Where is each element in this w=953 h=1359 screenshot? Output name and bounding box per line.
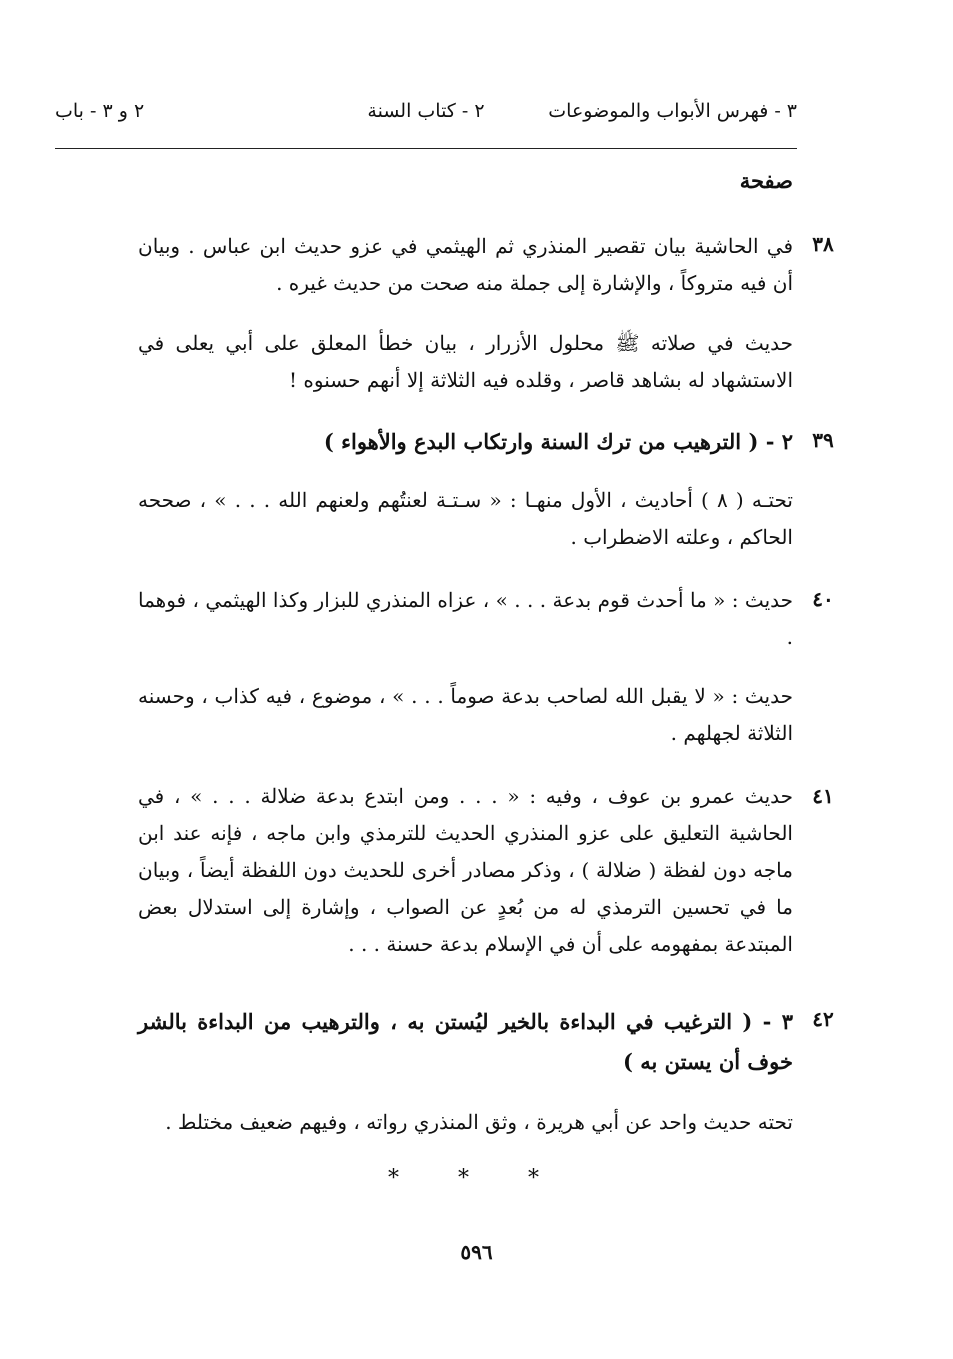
entry-page-number: ٤٠ — [812, 587, 834, 611]
entry-page-number: ٣٨ — [812, 232, 834, 256]
page-column-title: صفحة — [739, 168, 793, 193]
entry-paragraph: تحتـه ( ٨ ) أحاديث ، الأول منهـا : « سـتـة لعنتُهم ولعنهم الله . . . » ، صححه الحاكم ، وعلته الاضطراب . — [138, 488, 793, 549]
entry-paragraph: حديث في صلاته ﷺ محلول الأزرار ، بيان خطأ المعلق على أبي يعلى في الاستشهاد له بشاهد قاصر ، وقلده فيه الثلاثة إلا أنهم حسنوه ! — [138, 331, 793, 392]
running-header — [55, 100, 797, 134]
entry-page-number: ٣٩ — [812, 428, 834, 452]
entry-paragraph: حديث : « ما أحدث قوم بدعة . . . » ، عزاه المنذري للبزار وكذا الهيثمي ، فوهما . — [138, 588, 793, 649]
header-index-title: ٣ - فهرس الأبواب والموضوعات — [548, 100, 797, 122]
section-heading: ٢ - ( الترهيب من ترك السنة وارتكاب البدع والأهواء ) — [323, 429, 793, 454]
entry-page-number: ٤٢ — [812, 1007, 834, 1031]
section-heading: ٣ - ( الترغيب في البداءة بالخير ليُستن به ، والترهيب من البداءة بالشر خوف أن يستن به ) — [138, 1009, 793, 1074]
entry-paragraph: حديث : « لا يقبل الله لصاحب بدعة صوماً . . . » ، موضوع ، فيه كذاب ، وحسنه الثلاثة لجهلهم . — [138, 684, 793, 745]
section-separator: * * * — [388, 1166, 565, 1191]
entry-paragraph: تحته حديث واحد عن أبي هريرة ، وثق المنذري رواته ، وفيهم ضعيف مختلط . — [165, 1110, 793, 1134]
header-book-title: ٢ - كتاب السنة — [367, 100, 485, 122]
header-chapter-range: ٢ و ٣ - باب — [55, 100, 145, 122]
page-number: ٥٩٦ — [460, 1240, 493, 1264]
entry-paragraph: في الحاشية بيان تقصير المنذري ثم الهيثمي في عزو حديث ابن عباس . وبيان أن فيه متروكاً ، والإشارة إلى جملة منه صحت من حديث غيره . — [138, 234, 793, 295]
entry-paragraph: حديث عمرو بن عوف ، وفيه : « . . . ومن ابتدع بدعة ضلالة . . . » ، في الحاشية التعليق على عزو المنذري الحديث للترمذي وابن ماجه ، فإنه عند ابن ماجه دون لفظة ( ضلالة ) ، وذكر مصادر أخرى للحديث دون اللفظة أيضاً ، وبيان ما في تحسين الترمذي له من بُعدٍ عن الصواب ، وإشارة إلى استدلال بعض المبتدعة بمفهومه على أن في الإسلام بدعة حسنة . . . — [138, 784, 793, 956]
header-divider — [55, 148, 797, 149]
entry-page-number: ٤١ — [812, 784, 834, 808]
